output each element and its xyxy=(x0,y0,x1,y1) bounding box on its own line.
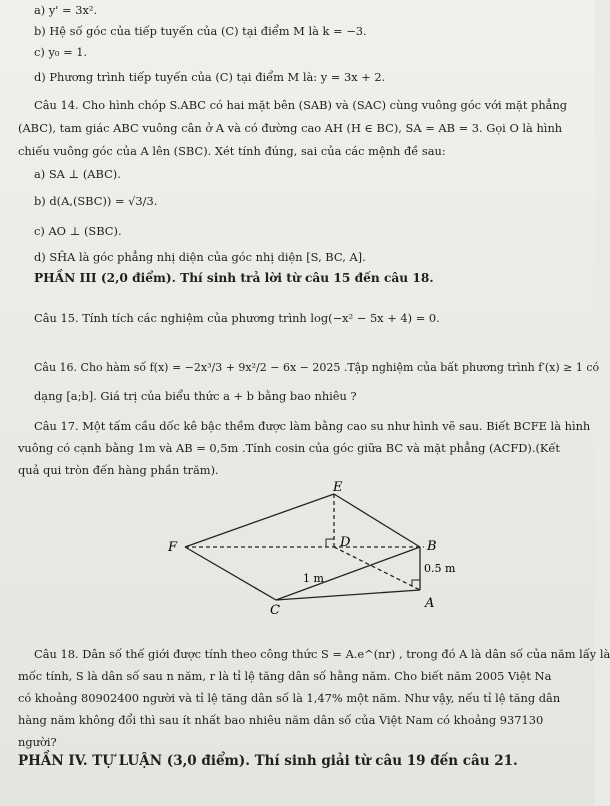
item-13d: d) Phương trình tiếp tuyến của (C) tại điểm M là: y = 3x + 2. xyxy=(34,70,386,84)
question-18-line-2: mốc tính, S là dân số sau n năm, r là tỉ lệ tăng dân số hằng năm. Cho biết năm 2005 Việt Na xyxy=(18,669,552,683)
label-length-1m: 1 m xyxy=(303,572,324,585)
item-14b: b) d(A,(SBC)) = √3/3. xyxy=(34,194,158,208)
question-14-line-2: (ABC), tam giác ABC vuông cân ở A và có đường cao AH (H ∈ BC), SA = AB = 3. Gọi O là hình xyxy=(18,121,563,135)
section-3-heading: PHẦN III (2,0 điểm). Thí sinh trả lời từ câu 15 đến câu 18. xyxy=(34,271,434,285)
label-d: D xyxy=(340,535,351,550)
label-length-0-5m: 0.5 m xyxy=(424,562,456,575)
edge-fc xyxy=(185,547,276,600)
label-f: F xyxy=(168,540,178,555)
label-e: E xyxy=(333,480,343,495)
right-angle-mark-a xyxy=(412,580,420,587)
label-a: A xyxy=(425,596,435,611)
item-14a: a) SA ⊥ (ABC). xyxy=(34,167,121,181)
question-18-line-4: hàng năm không đổi thì sau ít nhất bao nhiêu năm dân số của Việt Nam có khoảng 937130 xyxy=(18,713,544,727)
question-17-line-1: Câu 17. Một tấm cầu dốc kê bậc thềm được làm bằng cao su như hình vẽ sau. Biết BCFE là hình xyxy=(34,419,591,433)
item-13a: a) y' = 3x². xyxy=(34,3,98,17)
question-18-line-5: người? xyxy=(18,735,57,749)
item-14d: d) SĤA là góc phẳng nhị diện của góc nhị diện [S, BC, A]. xyxy=(34,250,366,264)
label-b: B xyxy=(427,539,437,554)
edge-da xyxy=(334,547,420,590)
question-18-line-1: Câu 18. Dân số thế giới được tính theo công thức S = A.e^(nr) , trong đó A là dân số của năm lấy là xyxy=(34,647,610,661)
item-13c: c) y₀ = 1. xyxy=(34,45,88,59)
question-17-line-2: vuông có cạnh bằng 1m và AB = 0,5m .Tính cosin của góc giữa BC và mặt phẳng (ACFD).(Kết xyxy=(18,441,561,455)
item-14c: c) AO ⊥ (SBC). xyxy=(34,224,122,238)
question-15: Câu 15. Tính tích các nghiệm của phương trình log(−x² − 5x + 4) = 0. xyxy=(34,311,440,325)
ramp-figure xyxy=(150,480,456,620)
question-16-line-1: Câu 16. Cho hàm số f(x) = −2x³/3 + 9x²/2 − 6x − 2025 .Tập nghiệm của bất phương trình f′(x) ≥ 1 có xyxy=(34,361,600,374)
question-14-line-1: Câu 14. Cho hình chóp S.ABC có hai mặt bên (SAB) và (SAC) cùng vuông góc với mặt phẳng xyxy=(34,98,568,112)
right-angle-mark-d xyxy=(326,539,334,547)
question-17-line-3: quả qui tròn đến hàng phần trăm). xyxy=(18,463,219,477)
question-14-line-3: chiếu vuông góc của A lên (SBC). Xét tính đúng, sai của các mệnh đề sau: xyxy=(18,144,446,158)
question-18-line-3: có khoảng 80902400 người và tỉ lệ tăng dân số là 1,47% một năm. Như vậy, nếu tỉ lệ tăng dân xyxy=(18,691,561,705)
question-16-line-2: dạng [a;b]. Giá trị của biểu thức a + b bằng bao nhiêu ? xyxy=(34,389,357,403)
label-c: C xyxy=(270,603,280,618)
item-13b: b) Hệ số góc của tiếp tuyến của (C) tại điểm M là k = −3. xyxy=(34,24,367,38)
section-4-heading: PHẦN IV. TỰ LUẬN (3,0 điểm). Thí sinh giải từ câu 19 đến câu 21. xyxy=(18,753,518,769)
edge-fe xyxy=(185,494,334,547)
